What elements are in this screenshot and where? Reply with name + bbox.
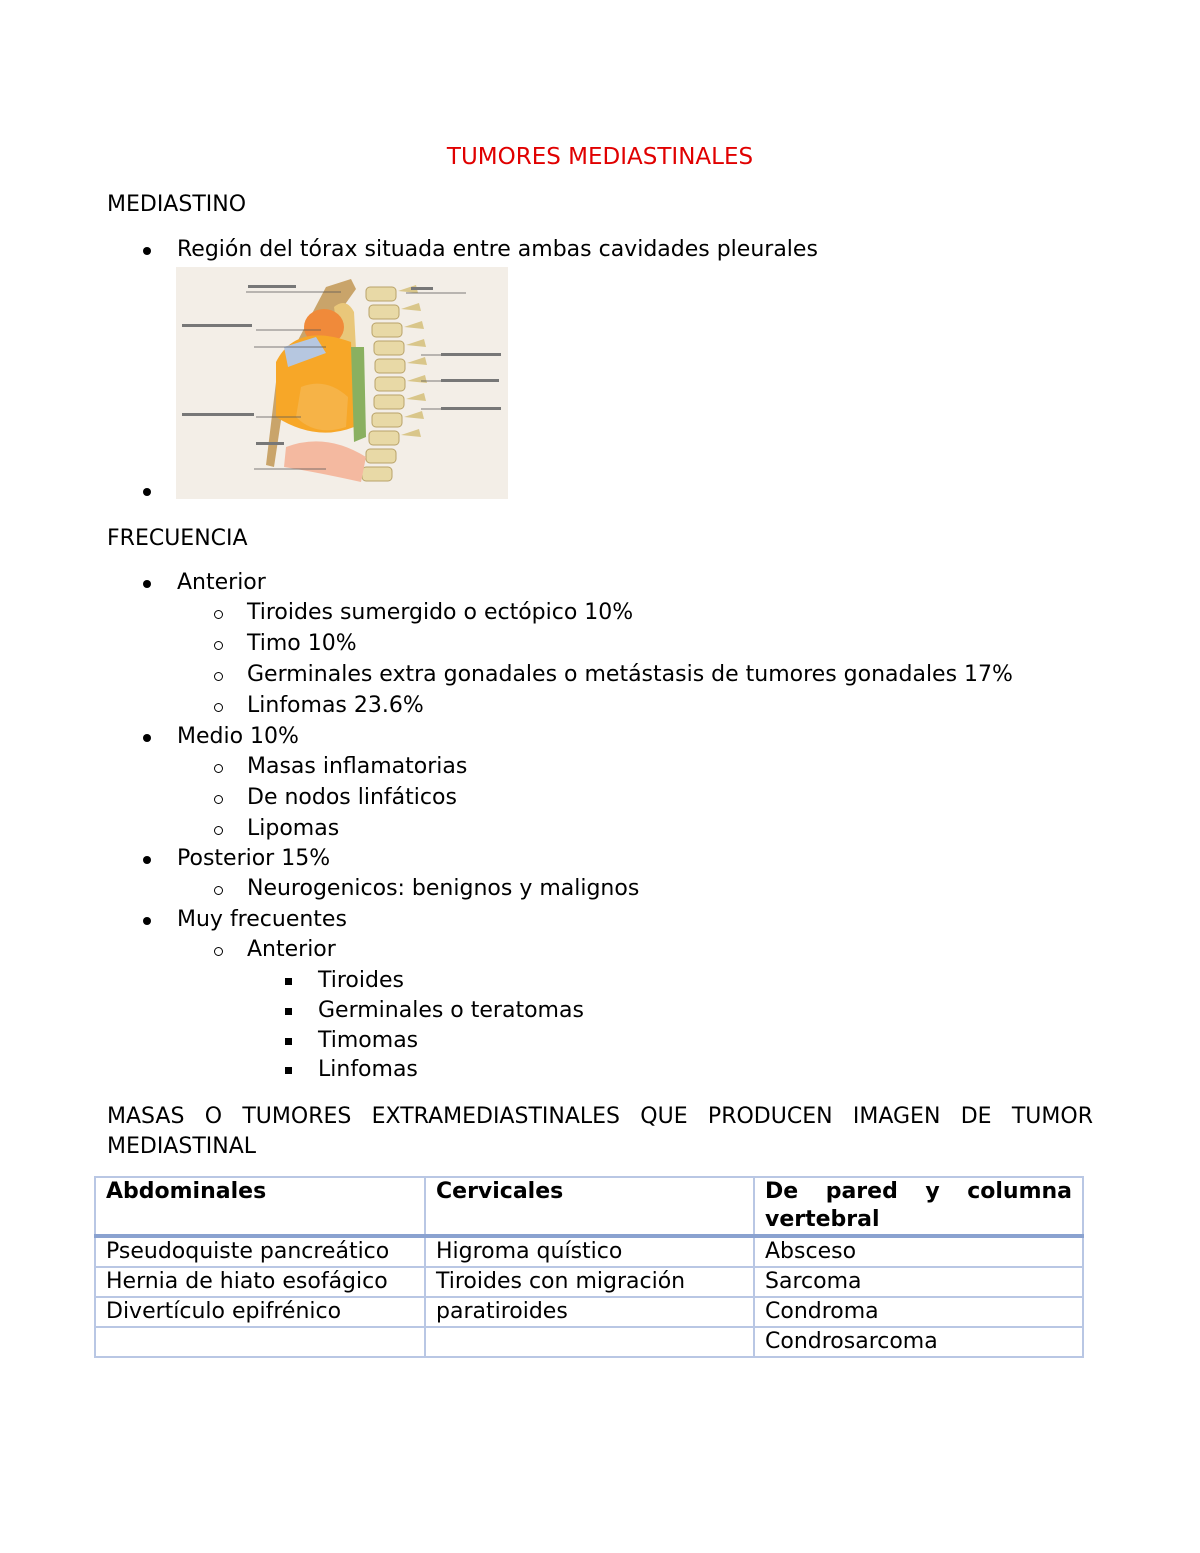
list-item: Neurogenicos: benignos y malignos <box>247 876 640 901</box>
list-item: Muy frecuentes <box>177 907 347 932</box>
table-cell: Pseudoquiste pancreático <box>95 1236 425 1267</box>
table-cell: Higroma quístico <box>425 1236 754 1267</box>
masas-table <box>94 1176 1084 1358</box>
list-item: Anterior <box>247 937 336 962</box>
list-item: Posterior 15% <box>177 846 331 871</box>
table-cell: Tiroides con migración <box>425 1267 754 1297</box>
bullet <box>143 856 151 864</box>
list-item: Linfomas <box>318 1057 418 1082</box>
square-bullet <box>285 978 292 985</box>
table-row <box>95 1297 1083 1327</box>
bullet <box>143 488 151 496</box>
list-item: Timo 10% <box>247 631 357 656</box>
list-item: Timomas <box>318 1028 419 1053</box>
circle-bullet <box>214 610 223 619</box>
bullet <box>143 734 151 742</box>
list-item: Masas inflamatorias <box>247 754 468 779</box>
square-bullet <box>285 1067 292 1074</box>
table-cell: Divertículo epifrénico <box>95 1297 425 1327</box>
table-cell <box>425 1327 754 1357</box>
table-cell: paratiroides <box>425 1297 754 1327</box>
table-row <box>95 1327 1083 1357</box>
table-cell: Hernia de hiato esofágico <box>95 1267 425 1297</box>
list-item: Linfomas 23.6% <box>247 693 424 718</box>
table-row <box>95 1267 1083 1297</box>
section-heading-mediastino: MEDIASTINO <box>107 192 247 217</box>
list-item: Germinales o teratomas <box>318 998 584 1023</box>
table-header-cell: Cervicales <box>425 1177 754 1236</box>
table-header-row <box>95 1177 1083 1236</box>
circle-bullet <box>214 764 223 773</box>
circle-bullet <box>214 886 223 895</box>
circle-bullet <box>214 826 223 835</box>
table-cell: Condrosarcoma <box>754 1327 1083 1357</box>
list-item: Tiroides sumergido o ectópico 10% <box>247 600 634 625</box>
table-header-cell: Abdominales <box>95 1177 425 1236</box>
list-item: Lipomas <box>247 816 340 841</box>
bullet <box>143 247 151 255</box>
circle-bullet <box>214 641 223 650</box>
table-header-cell: De pared y columna vertebral <box>754 1177 1083 1236</box>
section-heading-masas: MASAS O TUMORES EXTRAMEDIASTINALES QUE PRODUCEN IMAGEN DE TUMOR MEDIASTINAL <box>107 1104 1093 1159</box>
table-cell: Absceso <box>754 1236 1083 1267</box>
table-cell <box>95 1327 425 1357</box>
table-cell: Condroma <box>754 1297 1083 1327</box>
circle-bullet <box>214 703 223 712</box>
square-bullet <box>285 1038 292 1045</box>
bullet <box>143 917 151 925</box>
table-row <box>95 1236 1083 1267</box>
list-item: Tiroides <box>318 968 404 993</box>
circle-bullet <box>214 795 223 804</box>
mediastino-definition: Región del tórax situada entre ambas cavidades pleurales <box>177 237 818 262</box>
list-item: Germinales extra gonadales o metástasis de tumores gonadales 17% <box>247 662 1013 687</box>
page-title: TUMORES MEDIASTINALES <box>446 144 754 170</box>
square-bullet <box>285 1008 292 1015</box>
mediastinum-anatomy-figure <box>176 267 508 499</box>
section-heading-frecuencia: FRECUENCIA <box>107 526 248 551</box>
table-cell: Sarcoma <box>754 1267 1083 1297</box>
list-item: De nodos linfáticos <box>247 785 457 810</box>
bullet <box>143 580 151 588</box>
circle-bullet <box>214 947 223 956</box>
list-item: Anterior <box>177 570 266 595</box>
list-item: Medio 10% <box>177 724 299 749</box>
circle-bullet <box>214 672 223 681</box>
